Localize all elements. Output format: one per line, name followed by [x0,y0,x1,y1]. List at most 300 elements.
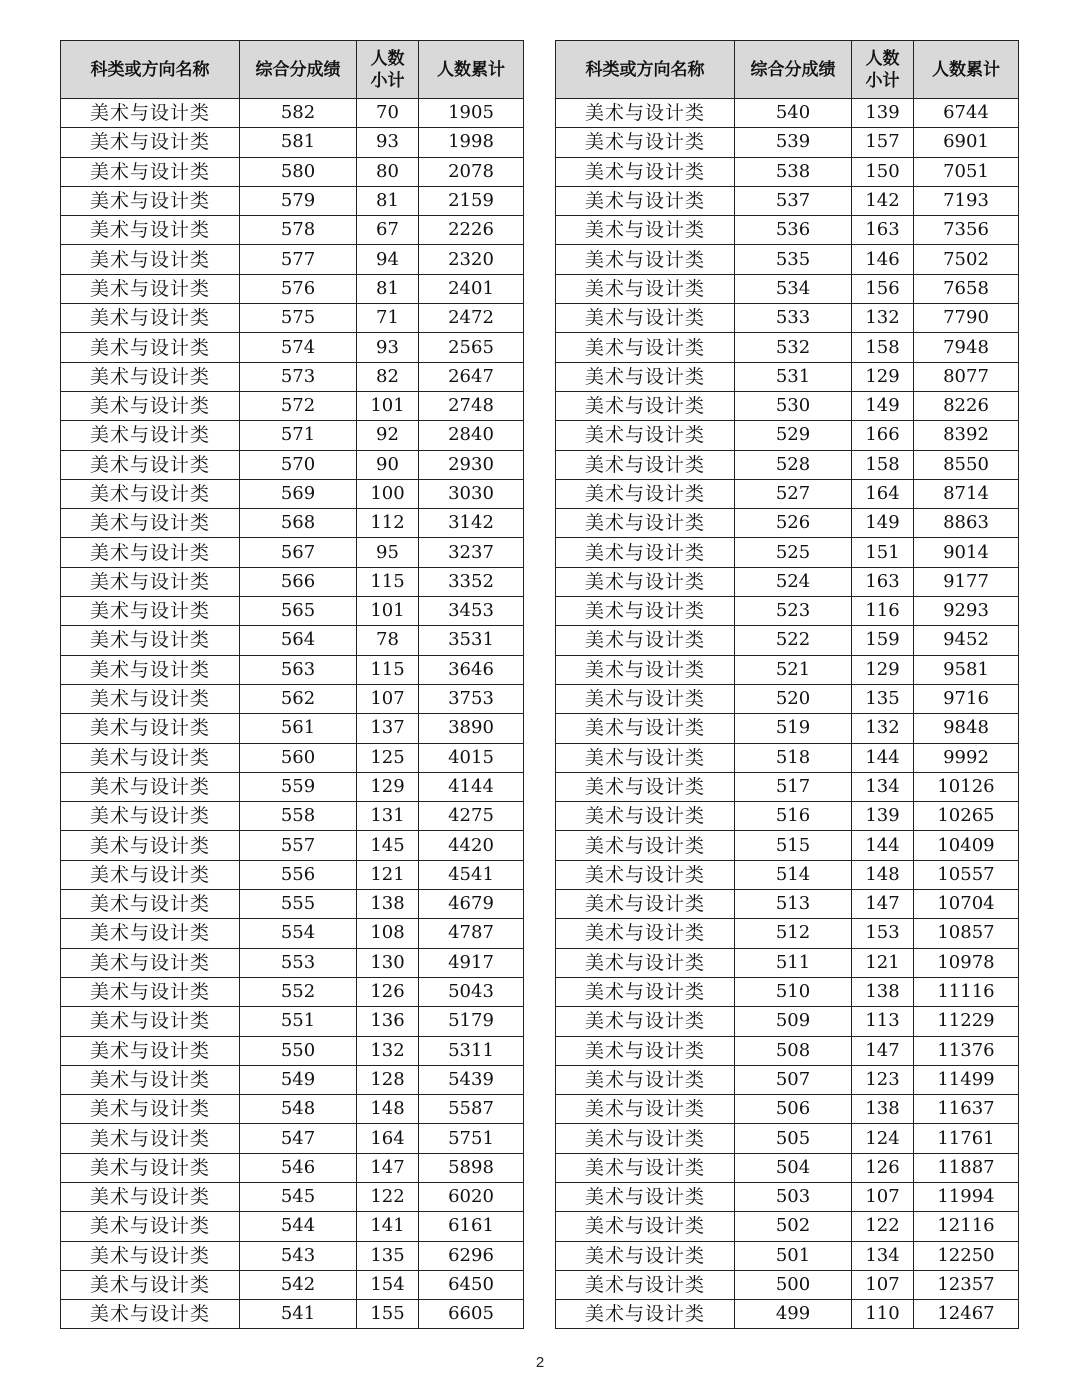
cell-count: 126 [852,1153,914,1182]
cell-cumulative: 8863 [914,509,1019,538]
cell-count: 139 [852,99,914,128]
table-row [556,99,1019,128]
cell-count: 159 [852,626,914,655]
table-row [61,509,524,538]
table-row [61,831,524,860]
cell-score: 515 [735,831,852,860]
cell-name: 美术与设计类 [61,1007,240,1036]
header-cumulative: 人数累计 [914,41,1019,99]
cell-cumulative: 11637 [914,1095,1019,1124]
cell-score: 576 [240,274,357,303]
table-row [61,802,524,831]
cell-score: 513 [735,890,852,919]
cell-count: 155 [357,1300,419,1329]
cell-score: 531 [735,362,852,391]
cell-score: 523 [735,597,852,626]
cell-name: 美术与设计类 [61,333,240,362]
cell-score: 563 [240,655,357,684]
cell-name: 美术与设计类 [61,304,240,333]
cell-count: 139 [852,802,914,831]
table-row [556,157,1019,186]
cell-count: 126 [357,977,419,1006]
cell-name: 美术与设计类 [556,304,735,333]
cell-count: 134 [852,1241,914,1270]
cell-count: 100 [357,479,419,508]
table-row [61,450,524,479]
cell-name: 美术与设计类 [61,1124,240,1153]
cell-count: 164 [852,479,914,508]
cell-score: 558 [240,802,357,831]
cell-score: 536 [735,216,852,245]
cell-score: 506 [735,1095,852,1124]
table-row [61,1182,524,1211]
cell-name: 美术与设计类 [556,1241,735,1270]
cell-name: 美术与设计类 [61,802,240,831]
cell-cumulative: 6161 [419,1212,524,1241]
table-row [61,655,524,684]
table-row [61,890,524,919]
header-count-line2: 小计 [370,70,405,91]
cell-name: 美术与设计类 [556,919,735,948]
cell-score: 581 [240,128,357,157]
cell-count: 112 [357,509,419,538]
cell-score: 527 [735,479,852,508]
table-row [61,274,524,303]
cell-score: 543 [240,1241,357,1270]
table-row [61,714,524,743]
table-row [556,1300,1019,1329]
cell-score: 551 [240,1007,357,1036]
cell-name: 美术与设计类 [556,391,735,420]
table-row [61,99,524,128]
cell-count: 138 [852,1095,914,1124]
cell-name: 美术与设计类 [556,157,735,186]
cell-name: 美术与设计类 [61,509,240,538]
cell-cumulative: 11887 [914,1153,1019,1182]
cell-count: 146 [852,245,914,274]
table-row [556,597,1019,626]
cell-count: 148 [852,860,914,889]
cell-name: 美术与设计类 [556,802,735,831]
cell-count: 166 [852,421,914,450]
cell-count: 148 [357,1095,419,1124]
table-row [61,1270,524,1299]
cell-score: 521 [735,655,852,684]
cell-count: 122 [357,1182,419,1211]
table-row [61,567,524,596]
cell-count: 135 [852,684,914,713]
cell-count: 95 [357,538,419,567]
cell-name: 美术与设计类 [556,421,735,450]
cell-cumulative: 8714 [914,479,1019,508]
cell-score: 501 [735,1241,852,1270]
table-row [61,1212,524,1241]
cell-score: 547 [240,1124,357,1153]
cell-count: 81 [357,274,419,303]
cell-count: 129 [357,772,419,801]
cell-cumulative: 2472 [419,304,524,333]
cell-name: 美术与设计类 [61,1036,240,1065]
cell-name: 美术与设计类 [61,1212,240,1241]
cell-score: 550 [240,1036,357,1065]
cell-count: 158 [852,450,914,479]
cell-name: 美术与设计类 [61,772,240,801]
cell-count: 81 [357,186,419,215]
cell-name: 美术与设计类 [61,743,240,772]
cell-cumulative: 2226 [419,216,524,245]
cell-score: 507 [735,1065,852,1094]
cell-count: 163 [852,216,914,245]
cell-score: 520 [735,684,852,713]
cell-name: 美术与设计类 [61,919,240,948]
cell-cumulative: 12357 [914,1270,1019,1299]
table-row [61,1095,524,1124]
cell-score: 528 [735,450,852,479]
table-row [61,1007,524,1036]
cell-name: 美术与设计类 [556,1182,735,1211]
cell-score: 533 [735,304,852,333]
cell-name: 美术与设计类 [61,362,240,391]
cell-name: 美术与设计类 [61,714,240,743]
cell-count: 107 [852,1270,914,1299]
cell-name: 美术与设计类 [61,567,240,596]
cell-name: 美术与设计类 [556,977,735,1006]
cell-cumulative: 2159 [419,186,524,215]
cell-name: 美术与设计类 [61,948,240,977]
cell-name: 美术与设计类 [61,831,240,860]
table-row [61,626,524,655]
table-row [61,333,524,362]
cell-count: 93 [357,333,419,362]
table-row [61,479,524,508]
cell-cumulative: 4679 [419,890,524,919]
cell-count: 129 [852,655,914,684]
table-row [556,977,1019,1006]
table-row [61,1300,524,1329]
cell-score: 519 [735,714,852,743]
cell-count: 149 [852,391,914,420]
cell-count: 132 [852,304,914,333]
page-number: 2 [535,1354,545,1371]
cell-name: 美术与设计类 [556,772,735,801]
cell-name: 美术与设计类 [61,479,240,508]
table-row [61,157,524,186]
cell-cumulative: 10857 [914,919,1019,948]
cell-name: 美术与设计类 [556,186,735,215]
cell-score: 552 [240,977,357,1006]
cell-score: 561 [240,714,357,743]
cell-name: 美术与设计类 [61,274,240,303]
cell-cumulative: 11994 [914,1182,1019,1211]
cell-score: 534 [735,274,852,303]
cell-name: 美术与设计类 [61,1241,240,1270]
table-row [61,1036,524,1065]
table-row [556,1007,1019,1036]
cell-score: 512 [735,919,852,948]
table-row [61,860,524,889]
cell-count: 125 [357,743,419,772]
cell-name: 美术与设计类 [556,333,735,362]
cell-count: 101 [357,597,419,626]
cell-score: 535 [735,245,852,274]
cell-cumulative: 2078 [419,157,524,186]
cell-cumulative: 6744 [914,99,1019,128]
table-row [61,684,524,713]
cell-name: 美术与设计类 [556,626,735,655]
cell-cumulative: 3030 [419,479,524,508]
cell-cumulative: 11761 [914,1124,1019,1153]
table-row [61,1241,524,1270]
cell-cumulative: 12116 [914,1212,1019,1241]
cell-name: 美术与设计类 [556,597,735,626]
table-row [556,655,1019,684]
table-row [556,333,1019,362]
table-row [61,743,524,772]
cell-score: 567 [240,538,357,567]
header-cumulative: 人数累计 [419,41,524,99]
cell-count: 134 [852,772,914,801]
cell-cumulative: 9177 [914,567,1019,596]
cell-cumulative: 2748 [419,391,524,420]
cell-count: 90 [357,450,419,479]
cell-score: 539 [735,128,852,157]
cell-name: 美术与设计类 [61,186,240,215]
cell-cumulative: 10126 [914,772,1019,801]
cell-cumulative: 7790 [914,304,1019,333]
cell-score: 499 [735,1300,852,1329]
table-row [556,919,1019,948]
cell-cumulative: 2647 [419,362,524,391]
cell-score: 554 [240,919,357,948]
header-count-line1: 人数 [865,48,900,69]
table-row [61,1065,524,1094]
cell-name: 美术与设计类 [61,450,240,479]
cell-cumulative: 2320 [419,245,524,274]
cell-count: 132 [852,714,914,743]
cell-count: 156 [852,274,914,303]
cell-name: 美术与设计类 [556,274,735,303]
cell-name: 美术与设计类 [556,948,735,977]
cell-score: 573 [240,362,357,391]
table-row [556,1212,1019,1241]
table-row [556,626,1019,655]
cell-name: 美术与设计类 [61,1065,240,1094]
cell-score: 503 [735,1182,852,1211]
cell-count: 132 [357,1036,419,1065]
table-row [61,362,524,391]
cell-score: 517 [735,772,852,801]
cell-cumulative: 1905 [419,99,524,128]
cell-name: 美术与设计类 [556,450,735,479]
table-row [556,1095,1019,1124]
table-row [61,245,524,274]
cell-cumulative: 2401 [419,274,524,303]
cell-cumulative: 4144 [419,772,524,801]
cell-count: 138 [357,890,419,919]
cell-count: 164 [357,1124,419,1153]
cell-score: 532 [735,333,852,362]
cell-count: 94 [357,245,419,274]
cell-cumulative: 2565 [419,333,524,362]
cell-score: 571 [240,421,357,450]
cell-score: 556 [240,860,357,889]
table-row [556,362,1019,391]
cell-count: 80 [357,157,419,186]
cell-count: 124 [852,1124,914,1153]
cell-score: 518 [735,743,852,772]
cell-score: 569 [240,479,357,508]
cell-name: 美术与设计类 [556,128,735,157]
cell-score: 555 [240,890,357,919]
cell-count: 137 [357,714,419,743]
cell-cumulative: 8392 [914,421,1019,450]
cell-cumulative: 11116 [914,977,1019,1006]
table-row [556,1065,1019,1094]
cell-count: 130 [357,948,419,977]
cell-name: 美术与设计类 [61,655,240,684]
cell-count: 92 [357,421,419,450]
cell-score: 565 [240,597,357,626]
cell-cumulative: 9716 [914,684,1019,713]
cell-cumulative: 3352 [419,567,524,596]
cell-score: 530 [735,391,852,420]
table-row [61,948,524,977]
cell-score: 560 [240,743,357,772]
cell-cumulative: 9452 [914,626,1019,655]
cell-score: 564 [240,626,357,655]
cell-score: 509 [735,1007,852,1036]
cell-score: 510 [735,977,852,1006]
header-score: 综合分成绩 [735,41,852,99]
table-row [61,1153,524,1182]
cell-name: 美术与设计类 [556,245,735,274]
cell-score: 566 [240,567,357,596]
cell-name: 美术与设计类 [556,743,735,772]
cell-score: 549 [240,1065,357,1094]
cell-cumulative: 2930 [419,450,524,479]
cell-score: 559 [240,772,357,801]
cell-cumulative: 4541 [419,860,524,889]
cell-cumulative: 11229 [914,1007,1019,1036]
cell-cumulative: 6020 [419,1182,524,1211]
table-row [556,1270,1019,1299]
table-row [61,186,524,215]
cell-cumulative: 3890 [419,714,524,743]
table-row [61,304,524,333]
table-row [556,1036,1019,1065]
cell-cumulative: 5898 [419,1153,524,1182]
cell-cumulative: 6605 [419,1300,524,1329]
table-row [61,597,524,626]
table-row [61,919,524,948]
cell-score: 522 [735,626,852,655]
header-name: 科类或方向名称 [61,41,240,99]
cell-score: 504 [735,1153,852,1182]
table-row [556,860,1019,889]
cell-count: 110 [852,1300,914,1329]
cell-name: 美术与设计类 [556,538,735,567]
cell-count: 115 [357,655,419,684]
cell-score: 525 [735,538,852,567]
cell-cumulative: 12467 [914,1300,1019,1329]
cell-count: 151 [852,538,914,567]
cell-cumulative: 6296 [419,1241,524,1270]
cell-score: 540 [735,99,852,128]
table-row [556,128,1019,157]
cell-count: 145 [357,831,419,860]
cell-count: 153 [852,919,914,948]
cell-cumulative: 5439 [419,1065,524,1094]
table-row [556,509,1019,538]
cell-cumulative: 5179 [419,1007,524,1036]
cell-cumulative: 5043 [419,977,524,1006]
cell-cumulative: 3142 [419,509,524,538]
cell-cumulative: 12250 [914,1241,1019,1270]
cell-cumulative: 7502 [914,245,1019,274]
cell-score: 553 [240,948,357,977]
cell-score: 502 [735,1212,852,1241]
cell-score: 526 [735,509,852,538]
cell-cumulative: 3237 [419,538,524,567]
cell-count: 147 [852,890,914,919]
cell-score: 568 [240,509,357,538]
cell-count: 122 [852,1212,914,1241]
cell-name: 美术与设计类 [61,157,240,186]
cell-cumulative: 2840 [419,421,524,450]
cell-count: 136 [357,1007,419,1036]
table-row [61,421,524,450]
cell-cumulative: 9014 [914,538,1019,567]
cell-name: 美术与设计类 [61,245,240,274]
cell-score: 529 [735,421,852,450]
cell-count: 147 [852,1036,914,1065]
cell-cumulative: 4787 [419,919,524,948]
cell-score: 572 [240,391,357,420]
cell-count: 82 [357,362,419,391]
cell-count: 154 [357,1270,419,1299]
table-row [556,567,1019,596]
cell-score: 511 [735,948,852,977]
table-row [556,1153,1019,1182]
cell-count: 107 [852,1182,914,1211]
table-row [556,450,1019,479]
cell-cumulative: 4420 [419,831,524,860]
cell-score: 545 [240,1182,357,1211]
cell-name: 美术与设计类 [556,99,735,128]
cell-name: 美术与设计类 [61,391,240,420]
cell-name: 美术与设计类 [556,1270,735,1299]
cell-count: 108 [357,919,419,948]
cell-count: 101 [357,391,419,420]
cell-count: 149 [852,509,914,538]
cell-name: 美术与设计类 [61,626,240,655]
cell-name: 美术与设计类 [61,1153,240,1182]
table-row [556,216,1019,245]
cell-count: 147 [357,1153,419,1182]
cell-name: 美术与设计类 [556,655,735,684]
cell-cumulative: 9992 [914,743,1019,772]
cell-score: 516 [735,802,852,831]
table-body-right [556,99,1019,1329]
cell-count: 121 [852,948,914,977]
cell-cumulative: 5311 [419,1036,524,1065]
table-row [556,274,1019,303]
header-name: 科类或方向名称 [556,41,735,99]
cell-score: 541 [240,1300,357,1329]
table-row [556,304,1019,333]
cell-score: 574 [240,333,357,362]
table-row [556,948,1019,977]
